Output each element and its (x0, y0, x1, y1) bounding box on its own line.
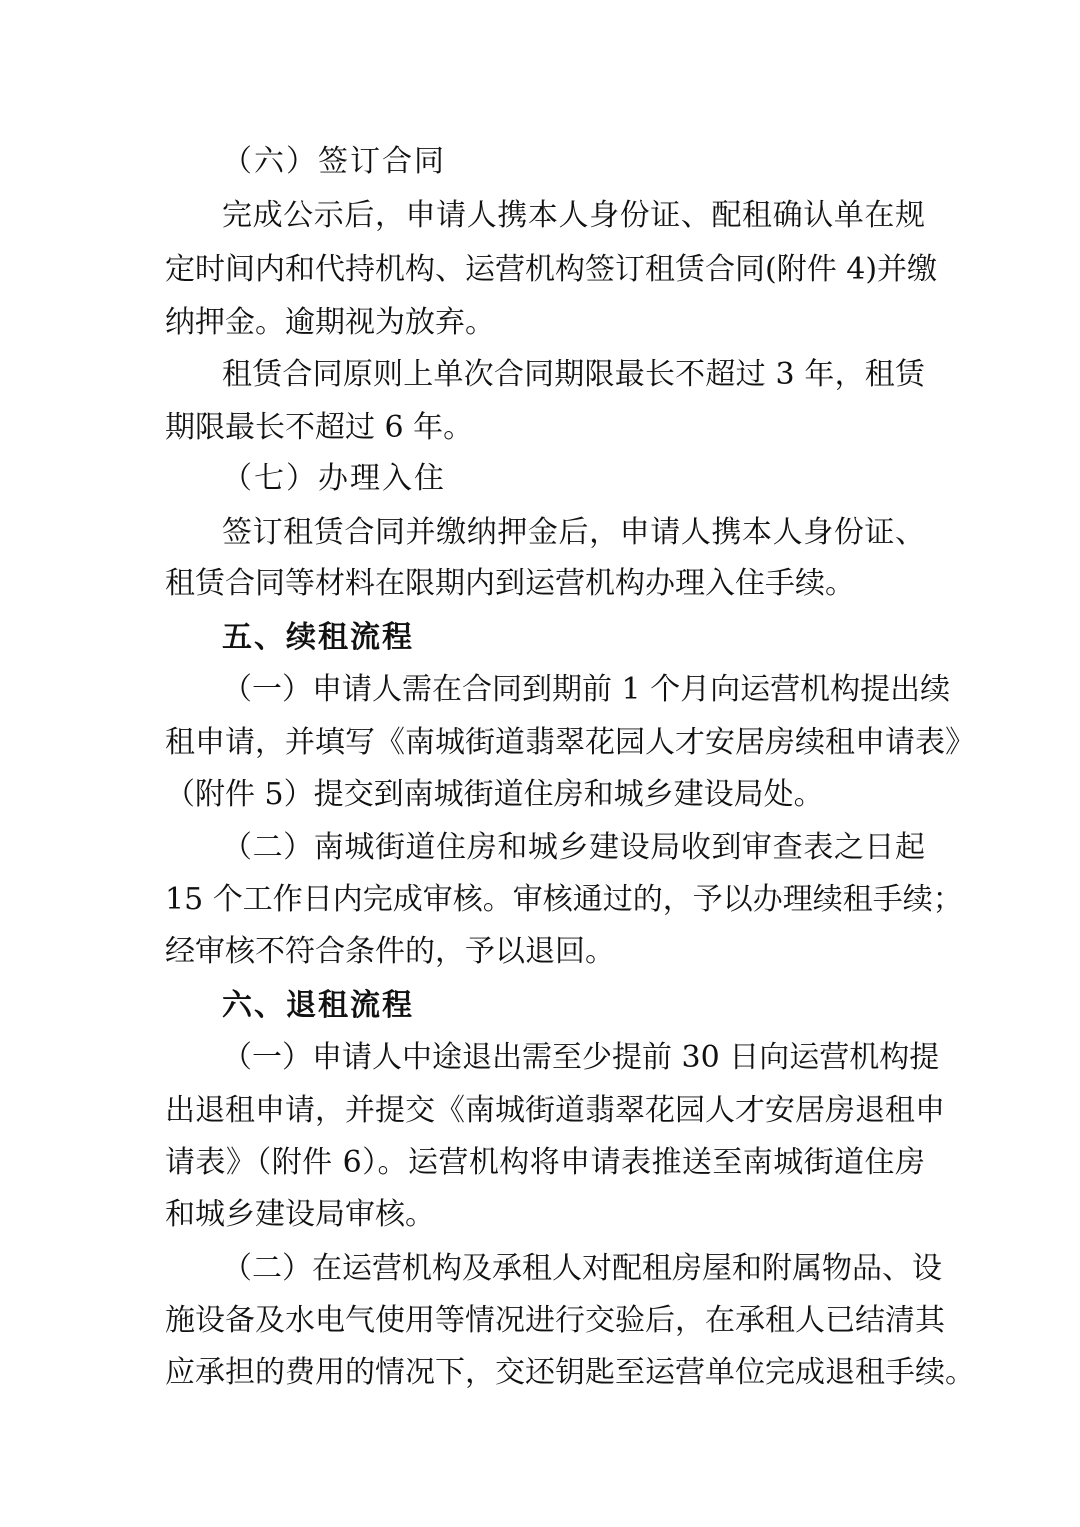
paragraph-line: 15 个工作日内完成审核。审核通过的，予以办理续租手续； (165, 882, 963, 917)
paragraph-line: （附件 5）提交到南城街道住房和城乡建设局处。 (165, 777, 824, 812)
paragraph-line: 期限最长不超过 6 年。 (165, 410, 474, 445)
paragraph-line: 租申请，并填写《南城街道翡翠花园人才安居房续租申请表》 (165, 725, 975, 760)
paragraph-line: （二）南城街道住房和城乡建设局收到审查表之日起 (222, 830, 925, 865)
paragraph-line: 施设备及水电气使用等情况进行交验后，在承租人已结清其 (165, 1303, 945, 1338)
paragraph-line: 租赁合同等材料在限期内到运营机构办理入住手续。 (165, 566, 855, 601)
paragraph-line: 签订租赁合同并缴纳押金后，申请人携本人身份证、 (222, 515, 925, 550)
paragraph-line: 定时间内和代持机构、运营机构签订租赁合同(附件 4)并缴 (165, 252, 938, 287)
paragraph-line: 应承担的费用的情况下，交还钥匙至运营单位完成退租手续。 (165, 1355, 975, 1390)
paragraph-line: 租赁合同原则上单次合同期限最长不超过 3 年，租赁 (222, 357, 925, 392)
subheading-move-in: （七）办理入住 (222, 461, 446, 496)
paragraph-line: 纳押金。逾期视为放弃。 (165, 305, 495, 340)
paragraph-line: 和城乡建设局审核。 (165, 1197, 435, 1232)
paragraph-line: （二）在运营机构及承租人对配租房屋和附属物品、设 (222, 1251, 942, 1286)
paragraph-line: 出退租申请，并提交《南城街道翡翠花园人才安居房退租申 (165, 1093, 945, 1128)
paragraph-line: （一）申请人需在合同到期前 1 个月向运营机构提出续 (222, 672, 951, 707)
paragraph-line: 完成公示后，申请人携本人身份证、配租确认单在规 (222, 198, 925, 233)
section-heading-termination: 六、退租流程 (222, 988, 414, 1023)
paragraph-line: 经审核不符合条件的，予以退回。 (165, 934, 615, 969)
subheading-sign-contract: （六）签订合同 (222, 144, 446, 179)
paragraph-line: （一）申请人中途退出需至少提前 30 日向运营机构提 (222, 1040, 940, 1075)
section-heading-renewal: 五、续租流程 (222, 620, 414, 655)
paragraph-line: 请表》（附件 6）。运营机构将申请表推送至南城街道住房 (165, 1145, 925, 1180)
